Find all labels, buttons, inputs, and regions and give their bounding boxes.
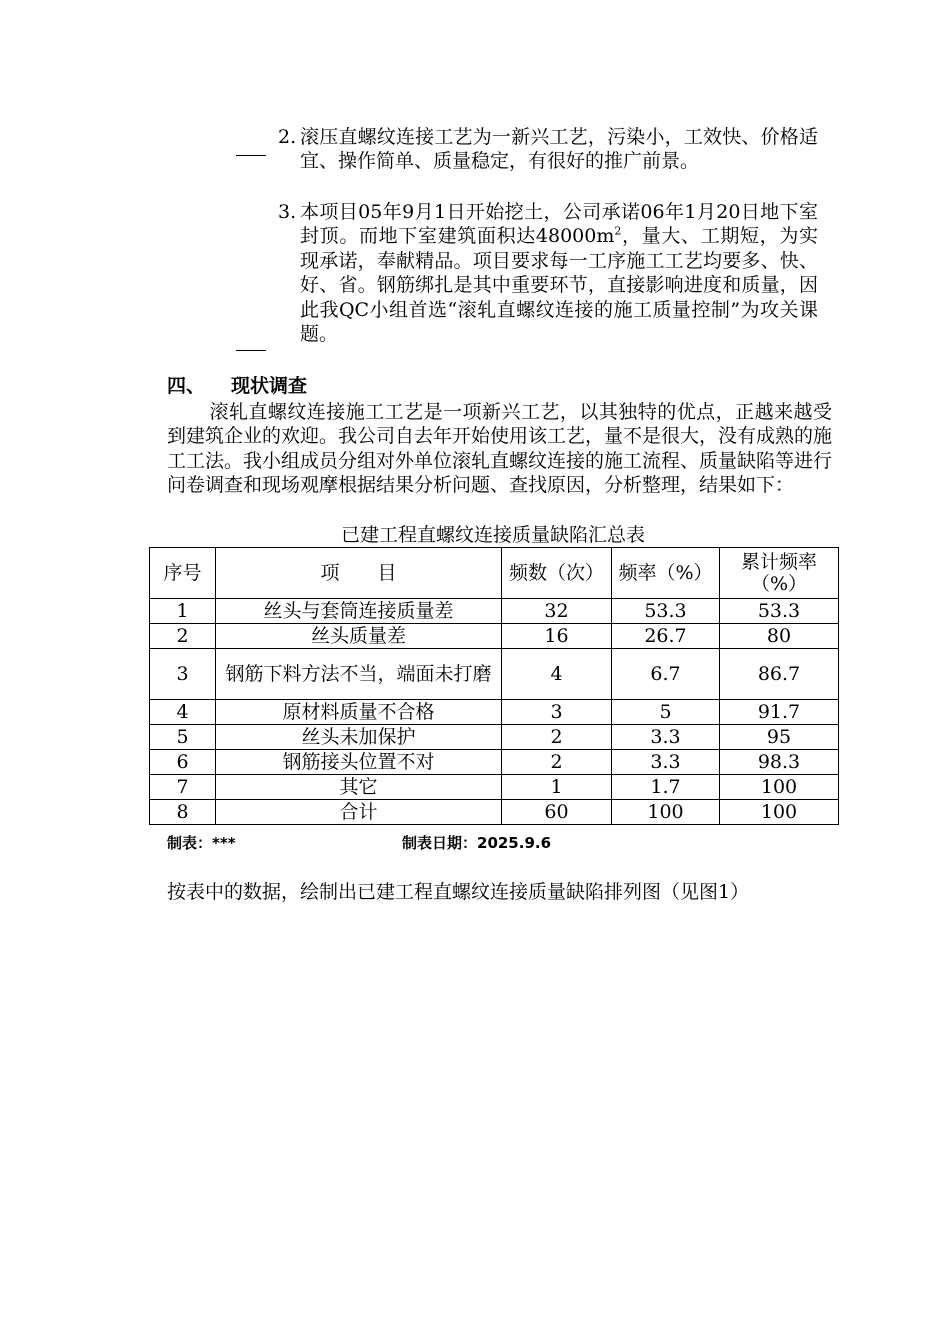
cell-item: 钢筋接头位置不对 xyxy=(216,750,502,775)
list-item-text: 本项目05年9月1日开始挖土，公司承诺06年1月20日地下室封顶。而地下室建筑面积达$48000m^2$，量大、工期短，为实现承诺，奉献精品。项目要求每一工序施工工艺均要多、快、好、省。钢筋绑扎是其中重要环节，直接影响进度和质量，因此我QC小组首选“滚轧直螺纹连接的施工质量控制”为攻关课题。 xyxy=(300,201,818,346)
header-cum: 累计频率（%） xyxy=(720,548,839,599)
cell-seq: 5 xyxy=(150,725,216,750)
cell-item: 合计 xyxy=(216,800,502,825)
cell-item: 丝头与套筒连接质量差 xyxy=(216,599,502,624)
table-row xyxy=(150,775,839,800)
cell-item: 其它 xyxy=(216,775,502,800)
cell-seq: 7 xyxy=(150,775,216,800)
margin-dash xyxy=(236,350,266,351)
cell-item: 原材料质量不合格 xyxy=(216,700,502,725)
cell-freq: 3.3 xyxy=(612,725,720,750)
cell-cum: 100 xyxy=(720,775,839,800)
cell-cum: 95 xyxy=(720,725,839,750)
cell-count: 60 xyxy=(502,800,612,825)
cell-seq: 2 xyxy=(150,624,216,649)
cell-freq: 1.7 xyxy=(612,775,720,800)
section-number: 四、 xyxy=(167,375,206,397)
margin-dash xyxy=(236,155,266,156)
header-item: 项 目 xyxy=(216,548,502,599)
table-header-row xyxy=(150,548,839,599)
cell-freq: 100 xyxy=(612,800,720,825)
cell-item: 钢筋下料方法不当，端面未打磨 xyxy=(216,649,502,700)
cell-seq: 6 xyxy=(150,750,216,775)
section-heading xyxy=(167,374,307,398)
table-date: 制表日期：2025.9.6 xyxy=(402,834,552,852)
cell-count: 16 xyxy=(502,624,612,649)
cell-count: 3 xyxy=(502,700,612,725)
header-seq: 序号 xyxy=(150,548,216,599)
cell-freq: 3.3 xyxy=(612,750,720,775)
cell-seq: 4 xyxy=(150,700,216,725)
cell-cum: 100 xyxy=(720,800,839,825)
cell-freq: 53.3 xyxy=(612,599,720,624)
list-item-number: 3. xyxy=(278,201,297,223)
table-row xyxy=(150,750,839,775)
table-row xyxy=(150,800,839,825)
header-count: 频数（次） xyxy=(502,548,612,599)
cell-seq: 3 xyxy=(150,649,216,700)
cell-count: 2 xyxy=(502,750,612,775)
cell-cum: 53.3 xyxy=(720,599,839,624)
cell-count: 4 xyxy=(502,649,612,700)
list-item xyxy=(278,200,818,346)
section-title: 现状调查 xyxy=(231,375,308,397)
defect-summary-table xyxy=(149,547,839,825)
list-item-text: 滚压直螺纹连接工艺为一新兴工艺，污染小，工效快、价格适宜、操作简单、质量稳定，有很好的推广前景。 xyxy=(300,126,818,173)
list-item-number: 2. xyxy=(278,126,297,148)
cell-freq: 6.7 xyxy=(612,649,720,700)
header-freq: 频率（%） xyxy=(612,548,720,599)
cell-cum: 80 xyxy=(720,624,839,649)
list-item xyxy=(278,125,818,174)
cell-count: 1 xyxy=(502,775,612,800)
cell-cum: 98.3 xyxy=(720,750,839,775)
cell-cum: 86.7 xyxy=(720,649,839,700)
cell-cum: 91.7 xyxy=(720,700,839,725)
intro-paragraph: 滚轧直螺纹连接施工工艺是一项新兴工艺，以其独特的优点，正越来越受到建筑企业的欢迎。我公司自去年开始使用该工艺，量不是很大，没有成熟的施工工法。我小组成员分组对外单位滚轧直螺纹连接的施工流程、质量缺陷等进行问卷调查和现场观摩根据结果分析问题、查找原因，分析整理，结果如下： xyxy=(167,401,833,497)
cell-freq: 5 xyxy=(612,700,720,725)
cell-seq: 8 xyxy=(150,800,216,825)
cell-count: 32 xyxy=(502,599,612,624)
cell-count: 2 xyxy=(502,725,612,750)
cell-seq: 1 xyxy=(150,599,216,624)
table-row xyxy=(150,700,839,725)
cell-freq: 26.7 xyxy=(612,624,720,649)
table-maker: 制表：*** xyxy=(167,834,236,852)
superscript: 2 xyxy=(614,225,622,239)
table-caption: 已建工程直螺纹连接质量缺陷汇总表 xyxy=(340,524,645,546)
cell-item: 丝头未加保护 xyxy=(216,725,502,750)
closing-paragraph: 按表中的数据，绘制出已建工程直螺纹连接质量缺陷排列图（见图1） xyxy=(167,881,750,903)
table-row xyxy=(150,599,839,624)
table-row xyxy=(150,649,839,700)
cell-item: 丝头质量差 xyxy=(216,624,502,649)
table-row xyxy=(150,725,839,750)
table-row xyxy=(150,624,839,649)
